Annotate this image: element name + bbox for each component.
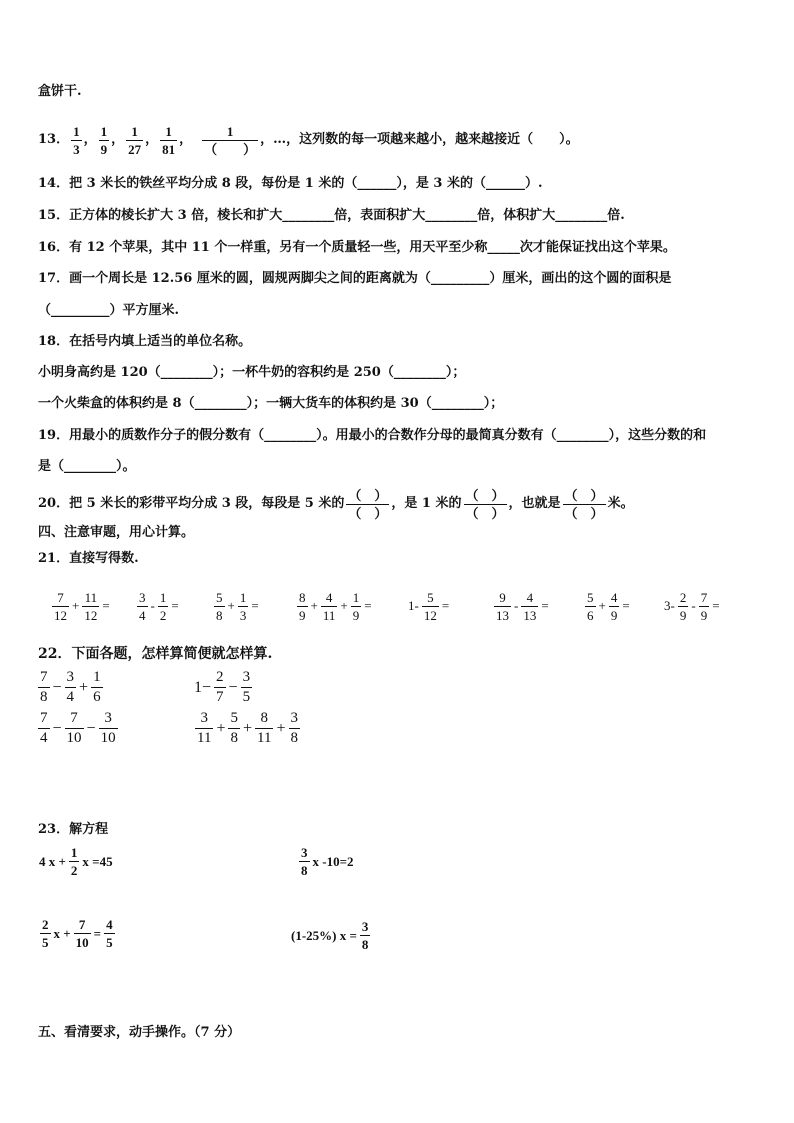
fraction: $\frac{7}{10}$ xyxy=(66,710,82,746)
question-16: 16．有 12 个苹果，其中 11 个一样重，另有一个质量轻一些，用天平至少称_____次才能保证找出这个苹果。 xyxy=(38,240,676,255)
math-text: + xyxy=(72,598,80,613)
math-text: + xyxy=(242,719,253,737)
q21-item xyxy=(50,587,111,625)
fraction: 5 6 xyxy=(587,589,594,623)
q13-number: 13． xyxy=(38,132,70,147)
fraction: 3 11 xyxy=(197,710,212,746)
fraction: $\frac{3}{8}$ xyxy=(290,710,298,746)
question-14: 14．把 3 米长的铁丝平均分成 8 段，每份是 1 米的（______），是 3 米的（______）. xyxy=(38,176,543,191)
fraction: 3 4 xyxy=(139,589,146,623)
fraction: 5 8 xyxy=(216,589,223,623)
q22-expression-3 xyxy=(36,711,120,746)
q13-separator: ， xyxy=(111,132,125,147)
fraction: 8 9 xyxy=(299,589,306,623)
fraction: 9 13 xyxy=(496,589,509,623)
fraction: 3 8 xyxy=(301,845,308,878)
math-text: 1− xyxy=(194,678,212,696)
math-text: x + xyxy=(53,925,71,941)
question-17-line-1: 17．画一个周长是 12.56 厘米的圆，圆规两脚尖之间的距离就为（_________）厘米，画出的这个圆的面积是 xyxy=(38,271,672,286)
math-text: = xyxy=(441,598,450,613)
math-text: 4 x + xyxy=(39,853,66,869)
fraction: $\frac{1}{3}$ xyxy=(239,589,247,623)
q21-item xyxy=(135,587,180,625)
math-text: − xyxy=(86,719,96,737)
q21-item xyxy=(295,587,373,625)
q13-sequence xyxy=(69,125,192,156)
fraction: $\frac{5}{12}$ xyxy=(423,589,437,623)
top-line: 盒饼干. xyxy=(38,84,82,99)
math-text: x =45 xyxy=(82,853,113,869)
fraction: 2 5 xyxy=(42,917,49,950)
math-text: + xyxy=(598,598,606,613)
q22-expression-2 xyxy=(193,670,254,705)
q23-equation-2 xyxy=(297,846,355,877)
math-text: = xyxy=(622,598,630,613)
q23-equation-1 xyxy=(38,846,114,877)
fraction: $\frac{4}{5}$ xyxy=(106,917,113,950)
math-text: 1- xyxy=(408,598,419,613)
math-text: − xyxy=(52,719,62,737)
fraction: 2 9 xyxy=(679,589,687,623)
q13-fraction: 1 81 xyxy=(162,123,176,157)
math-text: - xyxy=(150,598,155,613)
fraction: $\frac{4}{11}$ xyxy=(322,589,336,623)
q21-item xyxy=(407,587,450,625)
q13-fraction: 1 9 xyxy=(100,123,108,157)
fraction: 7 4 xyxy=(40,710,48,746)
q13-fraction: 1 27 xyxy=(128,123,142,157)
math-text: − xyxy=(52,678,62,696)
q13-tail: ，…，这列数的每一项越来越小，越来越接近（ ）。 xyxy=(260,132,579,147)
q13-separator: ， xyxy=(145,132,159,147)
question-19-line-2: 是（________）。 xyxy=(38,459,136,474)
math-text: + xyxy=(310,598,318,613)
fraction: $\frac{7}{10}$ xyxy=(75,917,89,950)
fraction: $\frac{8}{11}$ xyxy=(257,710,272,746)
math-text: = xyxy=(712,598,720,613)
fraction: $\frac{1}{2}$ xyxy=(70,845,78,878)
math-text: = xyxy=(171,598,179,613)
fraction: $\frac{3}{4}$ xyxy=(66,669,75,705)
math-text: + xyxy=(79,678,89,696)
question-22-title: 22．下面各题，怎样算简便就怎样算. xyxy=(38,646,273,662)
q21-item xyxy=(583,587,631,625)
question-13 xyxy=(38,118,579,162)
q21-item xyxy=(492,587,550,625)
q21-item xyxy=(212,587,260,625)
question-21-title: 21．直接写得数. xyxy=(38,551,139,566)
q20-blank-fraction-2: （ ） （ ） xyxy=(465,487,505,521)
math-text: + xyxy=(227,598,235,613)
math-text: (1-25%) x = xyxy=(291,927,357,943)
fraction: 7 12 xyxy=(54,589,67,623)
fraction: $\frac{3}{5}$ xyxy=(242,669,251,705)
section-4-heading: 四、注意审题，用心计算。 xyxy=(38,525,195,540)
question-17-line-2: （_________）平方厘米. xyxy=(38,303,180,318)
q13-separator: ， xyxy=(179,132,193,147)
fraction: $\frac{4}{13}$ xyxy=(523,589,537,623)
section-5-heading: 五、看清要求，动手操作。（7 分） xyxy=(38,1025,241,1040)
math-text: = xyxy=(93,925,102,941)
fraction: $\frac{2}{7}$ xyxy=(216,669,224,705)
q20-blank-fraction-1: （ ） （ ） xyxy=(348,487,388,521)
question-20: 20．把 5 米长的彩带平均分成 3 段，每段是 5 米的 （ ） （ ） ，是 1 米的 （ ） （ ） ，也就是 （ ） （ ） 米。 xyxy=(38,487,634,521)
fraction: $\frac{4}{9}$ xyxy=(610,589,618,623)
q13-fraction: 1 3 xyxy=(73,123,80,157)
q13-last-fraction: 1 （ ） xyxy=(204,123,257,157)
math-text: − xyxy=(228,678,238,696)
question-18-title: 18．在括号内填上适当的单位名称。 xyxy=(38,334,252,349)
q22-expression-1 xyxy=(36,670,105,705)
q22-expression-4 xyxy=(193,711,302,746)
question-15: 15．正方体的棱长扩大 3 倍，棱长和扩大________倍，表面积扩大________倍，体积扩大________倍. xyxy=(38,208,625,223)
fraction: 7 8 xyxy=(40,669,48,705)
math-text: = xyxy=(102,598,110,613)
fraction: $\frac{3}{10}$ xyxy=(100,710,116,746)
math-text: = xyxy=(251,598,259,613)
q21-item xyxy=(663,587,721,625)
question-23-title: 23．解方程 xyxy=(38,822,109,837)
math-text: + xyxy=(276,719,286,737)
math-text: - xyxy=(514,598,519,613)
fraction: $\frac{11}{12}$ xyxy=(84,589,98,623)
math-text: 3- xyxy=(664,598,675,613)
math-text: + xyxy=(340,598,348,613)
fraction: $\frac{5}{8}$ xyxy=(230,710,238,746)
q20-blank-fraction-3: （ ） （ ） xyxy=(564,487,604,521)
math-text: + xyxy=(216,719,226,737)
fraction: $\frac{1}{9}$ xyxy=(352,589,360,623)
q21-expressions xyxy=(50,587,750,627)
fraction: $\frac{1}{2}$ xyxy=(159,589,167,623)
q13-separator: ， xyxy=(83,132,97,147)
question-18-line-2: 一个火柴盒的体积约是 8（________）；一辆大货车的体积约是 30（________）； xyxy=(38,396,504,411)
question-19-line-1: 19．用最小的质数作分子的假分数有（________）。用最小的合数作分母的最简真分数有（________），这些分数的和 xyxy=(38,428,707,443)
math-text: = xyxy=(541,598,549,613)
math-text: - xyxy=(691,598,696,613)
fraction: $\frac{1}{6}$ xyxy=(93,669,101,705)
q23-equation-4 xyxy=(290,920,372,951)
math-text: x -10=2 xyxy=(312,853,354,869)
math-text: = xyxy=(364,598,372,613)
fraction: $\frac{7}{9}$ xyxy=(700,589,708,623)
question-18-line-1: 小明身高约是 120（________）；一杯牛奶的容积约是 250（________）； xyxy=(38,365,466,380)
q23-equation-3 xyxy=(38,918,117,949)
fraction: $\frac{3}{8}$ xyxy=(361,919,369,952)
